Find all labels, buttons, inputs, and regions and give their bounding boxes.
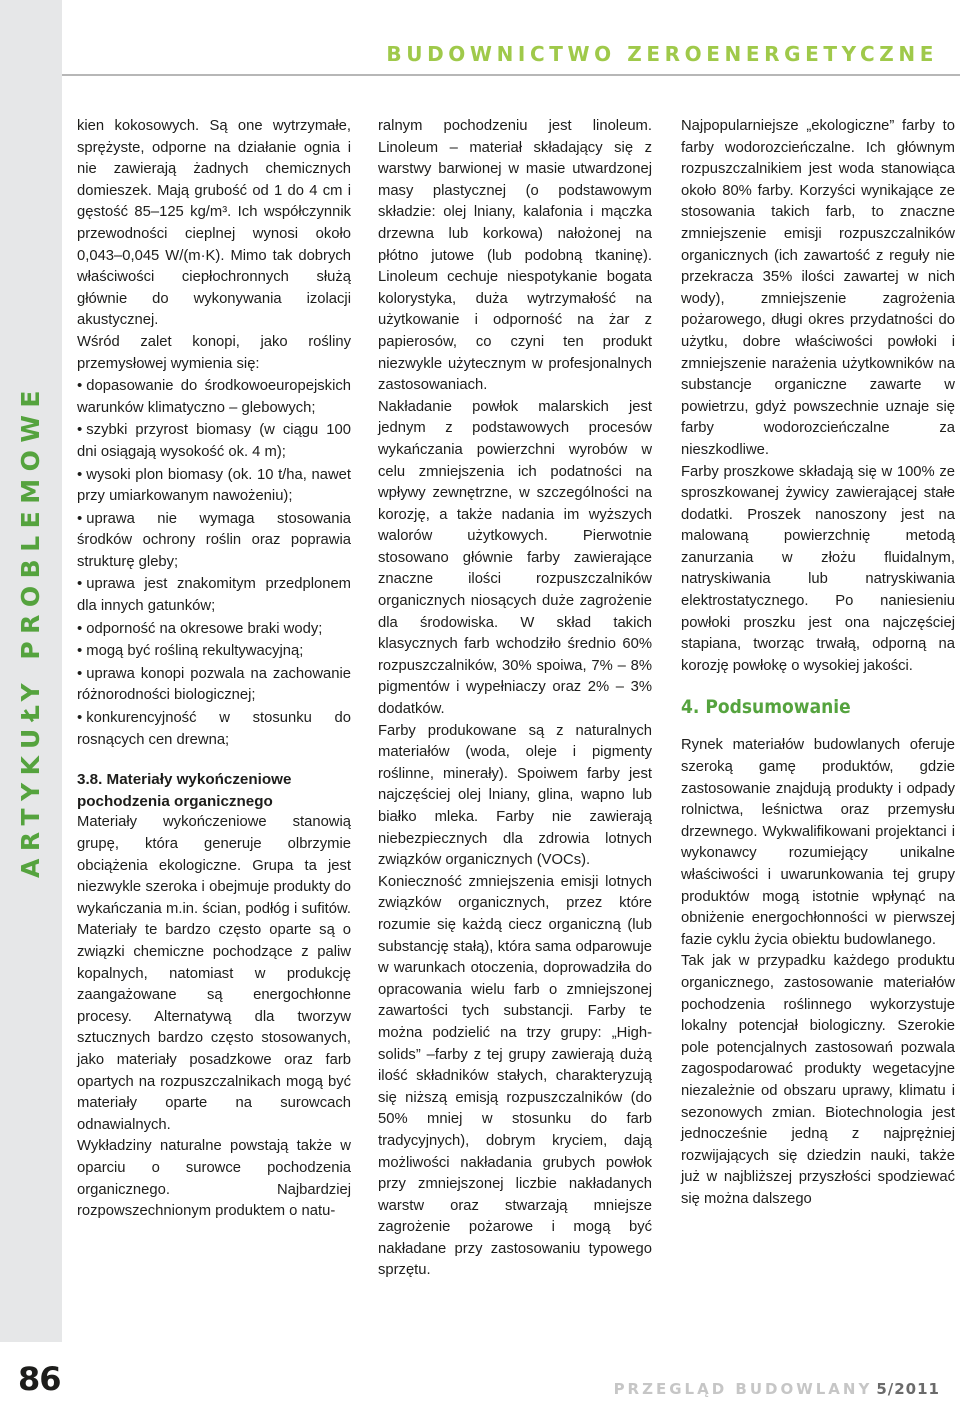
paragraph: ralnym pochodzeniu jest linoleum. Linoleum ‒ materiał składający się z warstwy barwionej w masie utwardzonej masy plastycznej (o podstawowym składzie: olej lniany, kalafonia i mączka drzewna lub korkowa) nałożonej na płótno jutowe (lub podobną tkaninę). Linoleum cechuje niespotykanie bogata kolorystyka, duża wytrzymałość na użytkowanie i odporność na żar z papierosów, co czyni ten produkt niezwykle użytecznym w profesjonalnych zastosowaniach. [378, 118, 652, 394]
issue-number: 5/2011 [876, 1380, 940, 1398]
paragraph: Farby proszkowe składają się w 100% ze sproszkowanej żywicy zawierającej stałe dodatki. Proszek nanoszony jest na malowaną powierzchnię metodą zanurzania w złożu fluidalnym, natryskiwania lub natryskiwania elektrostatycznego. Po naniesieniu powłoki proszku jest ona najczęściej stapiana, tworząc trwałą, odporną na korozję powłokę o wysokiej jakości. [681, 463, 955, 674]
paragraph: Konieczność zmniejszenia emisji lotnych związków organicznych, przez które rozumie się każdą ciecz organiczną (lub substancję stałą), która sama odparowuje w warunkach otoczenia, doprowadziła do opracowania wielu farb o zmniejszonej zawartości tych substancji. Farby te można podzielić na trzy grupy: „High-solids” ‒farby z tej grupy zawierają dużą ilość składników stałych, charakteryzują się niższą emisją rozpuszczalników (do 50% mniej w stosunku do farb tradycyjnych), dobrym kryciem, dają możliwości nakładania grubych powłok przy zmniejszonej liczbie nakładanych warstw oraz stwarzają mniejsze zagrożenie pożarowe i mogą być nakładane przy zastosowaniu typowego sprzętu. [378, 873, 652, 1279]
paragraph: kien kokosowych. Są one wytrzymałe, sprężyste, odporne na działanie ognia i nie zawierają żadnych chemicznych domieszek. Mają grubość od 1 do 4 cm i gęstość 85‒125 kg/m³. Ich współczynnik przewodności cieplnej wynosi około 0,043‒0,045 W/(m·K). Mimo tak dobrych właściwości ciepłochronnych służą głównie do wykonywania izolacji akustycznej. [77, 118, 351, 329]
list-item [77, 464, 351, 508]
list-item [77, 663, 351, 707]
bullet-icon: • [77, 709, 83, 727]
list-item-text: mogą być rośliną rekultywacyjną; [86, 643, 304, 660]
column-3 [681, 116, 955, 1211]
column-2 [378, 116, 652, 1282]
section-label-text: ARTYKUŁY PROBLEMOWE [15, 382, 45, 878]
bullet-list [77, 375, 351, 751]
magazine-name: PRZEGLĄD BUDOWLANY [613, 1380, 873, 1398]
list-item-text: wysoki plon biomasy (ok. 10 t/ha, nawet przy umiarkowanym nawożeniu); [77, 466, 351, 505]
bullet-icon: • [77, 509, 83, 527]
bullet-icon: • [77, 642, 83, 660]
list-item-text: dopasowanie do środkowoeuropejskich warunków klimatyczno ‒ glebowych; [77, 378, 351, 416]
bullet-icon: • [77, 575, 83, 593]
section-heading: 4. Podsumowanie [681, 696, 851, 719]
column-1 [77, 116, 351, 1223]
list-item [77, 618, 351, 641]
list-item-text: uprawa jest znakomitym przedplonem dla innych gatunków; [77, 576, 351, 615]
list-item [77, 707, 351, 751]
paragraph: Wśród zalet konopi, jako rośliny przemysłowej wymienia się: [77, 333, 351, 372]
list-item [77, 375, 351, 419]
bullet-icon: • [77, 619, 83, 637]
list-item-text: uprawa nie wymaga stosowania środków ochrony roślin oraz poprawia strukturę gleby; [77, 510, 351, 570]
bullet-icon: • [77, 465, 83, 483]
paragraph: Rynek materiałów budowlanych oferuje szeroką gamę produktów, gdzie zastosowanie znajdują produkty i odpady rolnictwa, leśnictwa oraz przemysłu drzewnego. Wykwalifikowani projektanci i wykonawcy rozumiejący unikalne właściwości i uwarunkowania tej grupy produktów mogą istotnie wpłynąć na obniżenie energochłonności w pierwszej fazie cyklu życia obiektu budowlanego. [681, 737, 955, 948]
page-number: 86 [18, 1360, 61, 1398]
paragraph: Materiały wykończeniowe stanowią grupę, która generuje olbrzymie obciążenia ekologiczne. Grupa ta jest niezwykle szeroka i obejmuje produkty do wykańczania m.in. ścian, podłóg i sufitów. Materiały te bardzo często oparte są o związki chemiczne pochodzące z paliw kopalnych, natomiast w produkcję zaangażowane są energochłonne procesy. Alternatywą dla tworzyw sztucznych bardzo często stosowanych, jako materiały posadzkowe oraz farb opartych na rozpuszczalnikach mogą być materiały oparte na surowcach odnawialnych. [77, 814, 351, 1133]
list-item [77, 508, 351, 574]
footer [614, 1380, 940, 1398]
paragraph: Tak jak w przypadku każdego produktu organicznego, zastosowanie materiałów pochodzenia roślinnego wykorzystuje lokalny potencjał biologiczny. Szerokie pole potencjalnych zastosowań pozwala zagospodarować produkty wegetacyjne niezależnie od obszaru uprawy, klimatu i sezonowych zmian. Biotechnologia jest jednocześnie jedną z najprężniej rozwijających się dziedzin nauki, także już w najbliższej przyszłości spodziewać się można dalszego [681, 953, 955, 1207]
running-header: BUDOWNICTWO ZEROENERGETYCZNE [386, 42, 938, 66]
paragraph: Farby produkowane są z naturalnych materiałów (woda, oleje i pigmenty roślinne, minerały). Spoiwem farby jest najczęściej olej lniany, glina, wapno lub białko mleka. Farby nie zawierają niebezpiecznych dla zdrowia lotnych związków organicznych (VOCs). [378, 722, 652, 869]
subsection-heading: 3.8. Materiały wykończeniowe pochodzenia organicznego [77, 771, 292, 810]
paragraph: Najpopularniejsze „ekologiczne” farby to farby wodorozcieńczalne. Ich głównym rozpuszczalnikiem jest woda stanowiąca około 80% farby. Korzyści wynikające ze stosowania takich farb, to znaczne zmniejszenie emisji rozpuszczalników organicznych (ich zawartość z reguły nie przekracza 35% ilości zawartej w nich wody), zmniejszenie zagrożenia pożarowego, długi okres przydatności do użytku, dobre właściwości powłoki i zmniejszenie narażenia użytkowników na substancje organiczne zawarte w powietrzu, gdyż powszechnie uznaje się farby wodorozcieńczalne za nieszkodliwe. [681, 118, 955, 458]
paragraph: Nakładanie powłok malarskich jest jednym z podstawowych procesów wykańczania powierzchni wyrobów w celu zmniejszenia ich podatności na wpływy zewnętrzne, w szczególności na korozję, a także nadania im wyższych walorów użytkowych. Pierwotnie stosowano głównie farby zawierające znaczne ilości rozpuszczalników organicznych niosących duże zagrożenie dla środowiska. W skład takich klasycznych farb wchodziło średnio 60% rozpuszczalników, 30% spoiwa, 7% ‒ 8% pigmentów i wypełniaczy oraz 2% ‒ 3% dodatków. [378, 398, 652, 718]
list-item [77, 640, 351, 663]
bullet-icon: • [77, 664, 83, 682]
paragraph: Wykładziny naturalne powstają także w oparciu o surowce pochodzenia organicznego. Najbardziej rozpowszechnionym produktem o natu- [77, 1138, 351, 1220]
header-rule [62, 74, 960, 76]
list-item-text: konkurencyjność w stosunku do rosnących cen drewna; [77, 710, 351, 748]
list-item [77, 419, 351, 463]
list-item [77, 573, 351, 617]
list-item-text: szybki przyrost biomasy (w ciągu 100 dni osiągają wysokość ok. 4 m); [77, 422, 351, 460]
section-label [4, 380, 56, 880]
bullet-icon: • [77, 421, 83, 439]
bullet-icon: • [77, 377, 83, 395]
list-item-text: uprawa konopi pozwala na zachowanie różnorodności biologicznej; [77, 665, 351, 704]
list-item-text: odporność na okresowe braki wody; [86, 620, 323, 637]
